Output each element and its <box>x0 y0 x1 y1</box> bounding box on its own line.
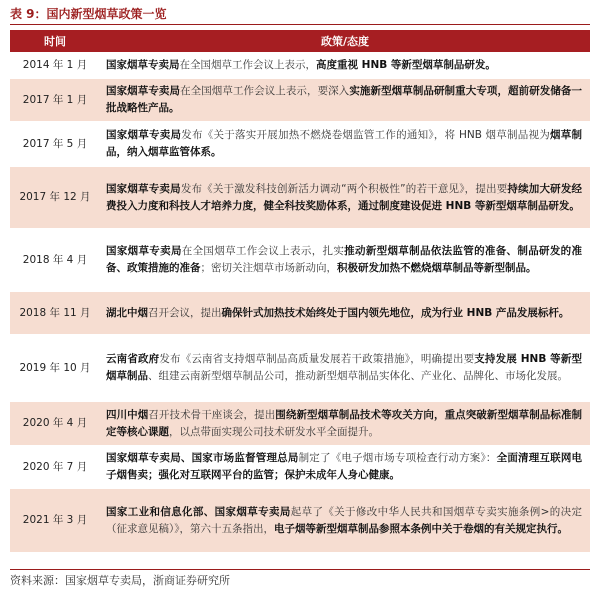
policy-highlight: 实施新型烟草制品研制重大专项，超前研发储备一批战略性产品。 <box>106 85 583 114</box>
row-time: 2019 年 10 月 <box>10 335 100 402</box>
table-row <box>10 335 590 402</box>
column-header-policy: 政策/态度 <box>100 30 590 53</box>
policy-text: 起草了《关于修改中华人民共和国烟草专卖实施条例>的决定（征求意见稿）》，第六十五条指出， <box>106 505 583 535</box>
row-time: 2017 年 12 月 <box>10 167 100 229</box>
policy-highlight: 国家烟草专卖局 <box>106 85 181 97</box>
policy-text: 发布《关于激发科技创新活力调动“两个积极性”的若干意见》，提出要 <box>180 182 508 195</box>
row-time: 2020 年 7 月 <box>10 446 100 489</box>
row-time: 2021 年 3 月 <box>10 489 100 553</box>
table-header-row <box>10 30 590 53</box>
policy-text: 召开技术骨干座谈会，提出 <box>148 408 276 421</box>
row-policy <box>100 335 590 402</box>
policy-highlight: 国家烟草专卖局 <box>106 182 181 195</box>
table-row <box>10 489 590 553</box>
policy-highlight: 国家工业和信息化部、国家烟草专卖局 <box>106 505 291 518</box>
table-row <box>10 79 590 122</box>
policy-highlight: 云南省政府 <box>106 353 160 365</box>
policy-text: 、组建云南新型烟草制品公司，推动新型烟草制品实体化、产业化、品牌化、市场化发展。 <box>148 370 568 382</box>
policy-highlight: 四川中烟 <box>106 408 149 421</box>
policy-highlight: 国家烟草专卖局 <box>106 245 182 257</box>
row-policy <box>100 292 590 335</box>
row-time: 2017 年 5 月 <box>10 122 100 167</box>
table-row <box>10 53 590 79</box>
row-policy <box>100 446 590 489</box>
row-policy <box>100 402 590 446</box>
policy-highlight: 国家烟草专卖局、国家市场监督管理总局 <box>106 452 299 464</box>
table-caption: 表 9：国内新型烟草政策一览 <box>10 7 167 21</box>
policy-text: 制定了《电子烟市场专项检查行动方案》： <box>298 452 497 464</box>
policy-highlight: 支持发展 HNB 等新型烟草制品 <box>106 353 583 382</box>
table-row <box>10 167 590 229</box>
policy-highlight: 国家烟草专卖局 <box>106 129 182 141</box>
policy-highlight: 推动新型烟草制品依法监管的准备、制品研发的准备、政策措施的准备 <box>106 245 583 274</box>
policy-highlight: 电子烟等新型烟草制品参照本条例中关于卷烟的有关规定执行。 <box>274 522 568 535</box>
row-policy <box>100 167 590 229</box>
policy-text: ，以点带面实现公司技术研发水平全面提升。 <box>169 425 379 438</box>
policy-highlight: 围绕新型烟草制品技术等攻关方向，重点突破新型烟草制品标准制定等核心课题 <box>106 408 583 438</box>
row-time: 2018 年 11 月 <box>10 292 100 335</box>
row-time: 2017 年 1 月 <box>10 79 100 122</box>
policy-text: 发布《关于落实开展加热不燃烧卷烟监管工作的通知》，将 HNB 烟草制品视为 <box>181 129 550 141</box>
policy-text: 在全国烟草工作会议上表示，扎实 <box>181 245 345 257</box>
row-policy <box>100 53 590 79</box>
table-row <box>10 446 590 489</box>
row-policy <box>100 122 590 167</box>
footer-divider <box>10 569 590 570</box>
policy-table <box>10 30 590 553</box>
row-time: 2018 年 4 月 <box>10 229 100 292</box>
policy-text: ；密切关注烟草市场新动向， <box>200 262 337 274</box>
policy-highlight: 湖北中烟 <box>106 306 148 319</box>
row-time: 2020 年 4 月 <box>10 402 100 446</box>
row-policy <box>100 79 590 122</box>
row-policy <box>100 489 590 553</box>
table-row <box>10 292 590 335</box>
policy-highlight: 积极研发加热不燃烧烟草制品等新型制品。 <box>337 262 537 274</box>
row-time: 2014 年 1 月 <box>10 53 100 79</box>
source-note: 资料来源：国家烟草专卖局，浙商证券研究所 <box>10 574 230 587</box>
table-row <box>10 402 590 446</box>
policy-highlight: 国家烟草专卖局 <box>106 59 180 71</box>
policy-highlight: 烟草制品，纳入烟草监管体系。 <box>106 129 582 158</box>
column-header-time: 时间 <box>10 30 100 53</box>
row-policy <box>100 229 590 292</box>
policy-highlight: 确保针式加热技术始终处于国内领先地位，成为行业 HNB 产品发展标杆。 <box>221 306 570 319</box>
policy-highlight: 持续加大研发经费投入力度和科技人才培养力度，健全科技奖励体系，通过制度建设促进 HNB 等新型烟草制品研发。 <box>106 182 583 212</box>
policy-highlight: 高度重视 HNB 等新型烟草制品研发。 <box>316 59 496 71</box>
policy-text: 发布《云南省支持烟草制品高质量发展若干政策措施》，明确提出要 <box>159 353 475 365</box>
policy-text: 在全国烟草工作会议上表示，要深入 <box>180 85 350 97</box>
table-row <box>10 229 590 292</box>
policy-text: 在全国烟草工作会议上表示， <box>179 59 316 71</box>
policy-text: 召开会议，提出 <box>148 306 222 319</box>
caption-divider <box>10 24 590 25</box>
table-row <box>10 122 590 167</box>
policy-highlight: 全面清理互联网电子烟售卖；强化对互联网平台的监管；保护未成年人身心健康。 <box>106 452 583 481</box>
